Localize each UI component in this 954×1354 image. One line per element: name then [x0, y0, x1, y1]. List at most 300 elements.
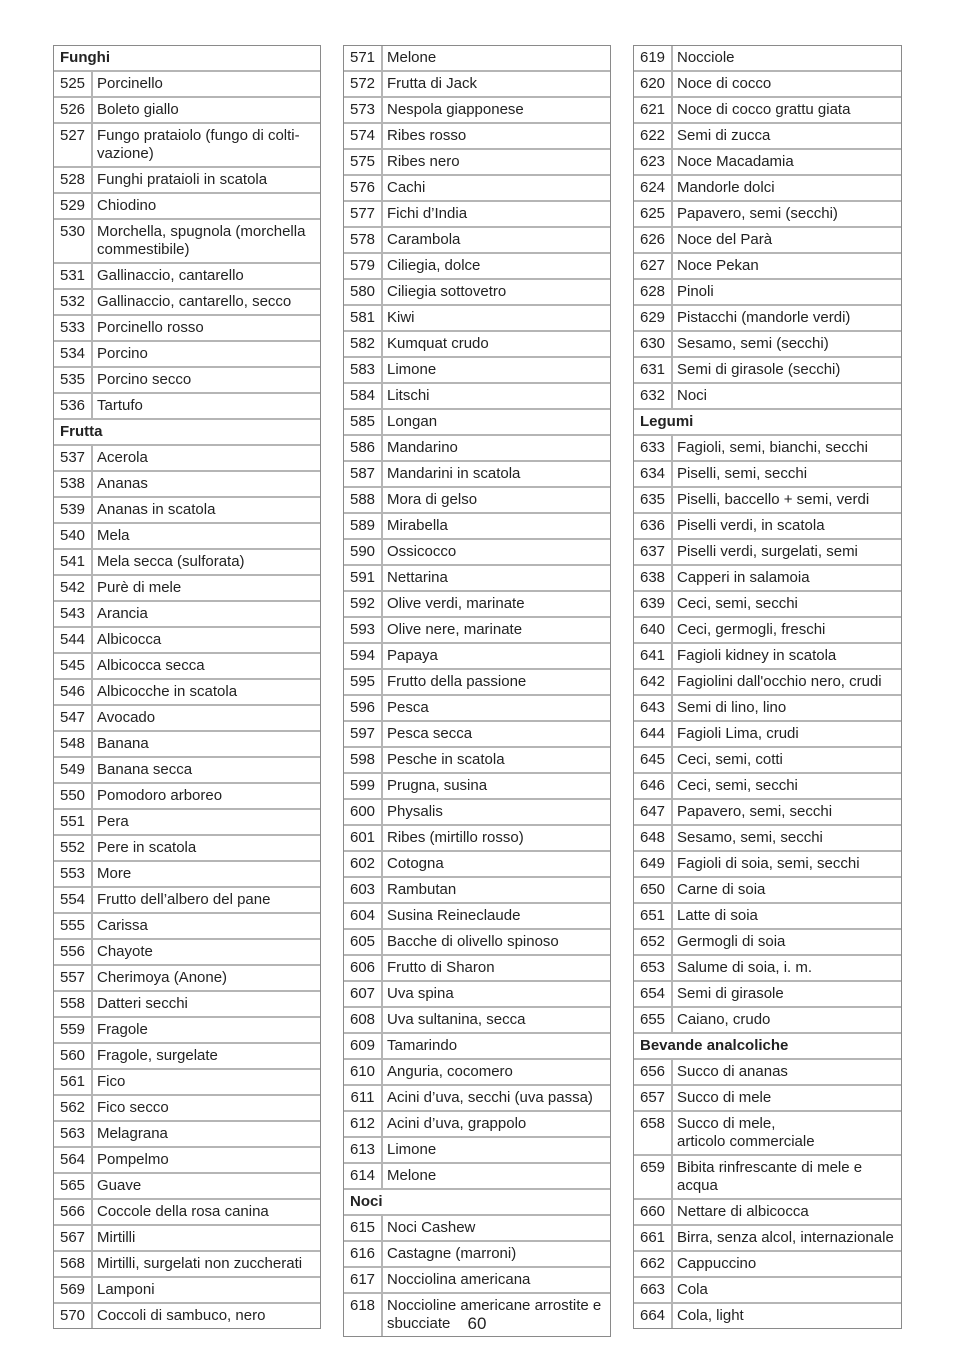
table-row — [54, 1069, 320, 1095]
food-name: Succo di mele, articolo commerciale — [672, 1111, 901, 1155]
table-row — [344, 1241, 610, 1267]
food-code: 557 — [54, 965, 92, 991]
food-name: Cotogna — [382, 851, 610, 877]
food-code: 639 — [634, 591, 672, 617]
food-code: 543 — [54, 601, 92, 627]
table-row — [54, 783, 320, 809]
food-table — [344, 46, 610, 1336]
food-name: Avocado — [92, 705, 320, 731]
table-row — [344, 721, 610, 747]
category-header: Legumi — [634, 409, 901, 435]
table-row — [344, 1007, 610, 1033]
table-row — [344, 929, 610, 955]
food-name: Semi di lino, lino — [672, 695, 901, 721]
table-row — [344, 825, 610, 851]
table-row — [344, 71, 610, 97]
table-row — [54, 289, 320, 315]
table-row — [344, 617, 610, 643]
table-row — [344, 591, 610, 617]
food-code: 615 — [344, 1215, 382, 1241]
food-name: Ribes rosso — [382, 123, 610, 149]
food-name: Succo di ananas — [672, 1059, 901, 1085]
food-name: Uva sultanina, secca — [382, 1007, 610, 1033]
food-name: Birra, senza alcol, internazionale — [672, 1225, 901, 1251]
food-code: 551 — [54, 809, 92, 835]
food-name: Gallinaccio, cantarello — [92, 263, 320, 289]
food-code: 619 — [634, 46, 672, 71]
food-code: 564 — [54, 1147, 92, 1173]
table-row — [344, 1267, 610, 1293]
table-row — [634, 747, 901, 773]
food-code: 563 — [54, 1121, 92, 1147]
table-row — [344, 877, 610, 903]
food-code: 554 — [54, 887, 92, 913]
food-code: 614 — [344, 1163, 382, 1189]
food-name: Ribes nero — [382, 149, 610, 175]
food-code: 558 — [54, 991, 92, 1017]
food-name: Pesca secca — [382, 721, 610, 747]
food-code: 529 — [54, 193, 92, 219]
food-code: 638 — [634, 565, 672, 591]
food-code: 538 — [54, 471, 92, 497]
table-row — [54, 835, 320, 861]
food-code: 531 — [54, 263, 92, 289]
food-code: 537 — [54, 445, 92, 471]
food-code: 587 — [344, 461, 382, 487]
table-row — [344, 1059, 610, 1085]
food-name: Longan — [382, 409, 610, 435]
food-name: Datteri secchi — [92, 991, 320, 1017]
food-name: Olive verdi, marinate — [382, 591, 610, 617]
table-row — [344, 331, 610, 357]
food-code: 585 — [344, 409, 382, 435]
food-name: Piselli verdi, surgelati, semi — [672, 539, 901, 565]
food-code: 663 — [634, 1277, 672, 1303]
food-name: Fragole, surgelate — [92, 1043, 320, 1069]
food-code: 569 — [54, 1277, 92, 1303]
table-row — [344, 149, 610, 175]
food-name: Mandorle dolci — [672, 175, 901, 201]
food-name: Carambola — [382, 227, 610, 253]
food-name: Caiano, crudo — [672, 1007, 901, 1033]
table-row — [344, 1137, 610, 1163]
food-name: Sesamo, semi, secchi — [672, 825, 901, 851]
food-name: Chayote — [92, 939, 320, 965]
food-code: 655 — [634, 1007, 672, 1033]
food-name: Ribes (mirtillo rosso) — [382, 825, 610, 851]
food-code: 553 — [54, 861, 92, 887]
food-name: Boleto giallo — [92, 97, 320, 123]
table-row — [634, 123, 901, 149]
food-name: Uva spina — [382, 981, 610, 1007]
food-code: 560 — [54, 1043, 92, 1069]
food-code: 629 — [634, 305, 672, 331]
food-code: 646 — [634, 773, 672, 799]
food-name: Germogli di soia — [672, 929, 901, 955]
food-name: Albicocca — [92, 627, 320, 653]
food-name: Melone — [382, 1163, 610, 1189]
food-name: Nespola giapponese — [382, 97, 610, 123]
category-header: Bevande analcoliche — [634, 1033, 901, 1059]
food-name: Latte di soia — [672, 903, 901, 929]
food-code: 547 — [54, 705, 92, 731]
food-code: 592 — [344, 591, 382, 617]
table-row — [634, 799, 901, 825]
table-row — [634, 773, 901, 799]
food-code: 589 — [344, 513, 382, 539]
category-header-row — [634, 409, 901, 435]
table-row — [634, 513, 901, 539]
food-name: Ciliegia, dolce — [382, 253, 610, 279]
food-name: Fico — [92, 1069, 320, 1095]
table-row — [54, 1043, 320, 1069]
table-row — [54, 523, 320, 549]
food-code: 645 — [634, 747, 672, 773]
food-name: Noce di cocco grattu giata — [672, 97, 901, 123]
food-name: Noci — [672, 383, 901, 409]
table-row — [54, 393, 320, 419]
food-name: Mora di gelso — [382, 487, 610, 513]
table-row — [54, 341, 320, 367]
food-table — [634, 46, 901, 1328]
food-code: 561 — [54, 1069, 92, 1095]
food-code: 631 — [634, 357, 672, 383]
table-row — [344, 253, 610, 279]
food-name: Bacche di olivello spinoso — [382, 929, 610, 955]
food-name: Guave — [92, 1173, 320, 1199]
food-code: 548 — [54, 731, 92, 757]
food-code: 526 — [54, 97, 92, 123]
food-name: Frutto di Sharon — [382, 955, 610, 981]
category-header-row — [344, 1189, 610, 1215]
food-name: Carissa — [92, 913, 320, 939]
food-name: Albicocca secca — [92, 653, 320, 679]
table-row — [54, 1095, 320, 1121]
food-code: 579 — [344, 253, 382, 279]
food-name: Mirabella — [382, 513, 610, 539]
table-row — [54, 315, 320, 341]
food-name: Tamarindo — [382, 1033, 610, 1059]
category-header: Frutta — [54, 419, 320, 445]
food-code: 601 — [344, 825, 382, 851]
food-name: Fichi d’India — [382, 201, 610, 227]
food-name: Fungo prataiolo (fungo di colti- vazione) — [92, 123, 320, 167]
food-code: 573 — [344, 97, 382, 123]
food-name: Semi di girasole (secchi) — [672, 357, 901, 383]
table-row — [54, 887, 320, 913]
food-code: 623 — [634, 149, 672, 175]
food-name: Papavero, semi (secchi) — [672, 201, 901, 227]
food-code: 583 — [344, 357, 382, 383]
food-name: Chiodino — [92, 193, 320, 219]
table-row — [344, 851, 610, 877]
table-row — [344, 565, 610, 591]
table-row — [634, 97, 901, 123]
food-code: 552 — [54, 835, 92, 861]
food-name: Pistacchi (mandorle verdi) — [672, 305, 901, 331]
food-code: 661 — [634, 1225, 672, 1251]
food-code: 640 — [634, 617, 672, 643]
food-name: Cherimoya (Anone) — [92, 965, 320, 991]
food-name: Kiwi — [382, 305, 610, 331]
table-row — [54, 679, 320, 705]
food-name: Ananas in scatola — [92, 497, 320, 523]
food-code: 527 — [54, 123, 92, 167]
food-name: Succo di mele — [672, 1085, 901, 1111]
food-code: 636 — [634, 513, 672, 539]
table-row — [634, 1155, 901, 1199]
table-row — [634, 71, 901, 97]
category-header-row — [54, 46, 320, 71]
food-name: Fagioli Lima, crudi — [672, 721, 901, 747]
food-code: 568 — [54, 1251, 92, 1277]
food-code: 647 — [634, 799, 672, 825]
food-code: 635 — [634, 487, 672, 513]
food-name: Ceci, semi, cotti — [672, 747, 901, 773]
table-row — [344, 201, 610, 227]
food-code: 664 — [634, 1303, 672, 1328]
table-row — [344, 383, 610, 409]
food-code: 650 — [634, 877, 672, 903]
food-code: 586 — [344, 435, 382, 461]
food-code: 590 — [344, 539, 382, 565]
food-name: Capperi in salamoia — [672, 565, 901, 591]
food-name: Fagioli kidney in scatola — [672, 643, 901, 669]
table-row — [634, 175, 901, 201]
food-code: 610 — [344, 1059, 382, 1085]
food-name: Coccoli di sambuco, nero — [97, 1307, 266, 1324]
food-code: 627 — [634, 253, 672, 279]
food-name: Susina Reineclaude — [382, 903, 610, 929]
food-code: 625 — [634, 201, 672, 227]
food-code: 632 — [634, 383, 672, 409]
food-code: 603 — [344, 877, 382, 903]
table-row — [344, 1215, 610, 1241]
table-row — [54, 497, 320, 523]
food-code: 533 — [54, 315, 92, 341]
table-row — [634, 279, 901, 305]
food-name: Semi di girasole — [672, 981, 901, 1007]
food-name: Noci Cashew — [382, 1215, 610, 1241]
food-code: 566 — [54, 1199, 92, 1225]
food-code: 597 — [344, 721, 382, 747]
food-name: Physalis — [382, 799, 610, 825]
table-row — [634, 903, 901, 929]
food-code: 540 — [54, 523, 92, 549]
food-name: Fagioli, semi, bianchi, secchi — [672, 435, 901, 461]
food-name: Fico secco — [92, 1095, 320, 1121]
table-row — [344, 357, 610, 383]
table-row — [634, 227, 901, 253]
food-name: Banana — [92, 731, 320, 757]
table-row — [344, 175, 610, 201]
table-row — [54, 731, 320, 757]
food-list-column-2 — [343, 45, 611, 1337]
food-code: 559 — [54, 1017, 92, 1043]
table-row — [634, 305, 901, 331]
food-code: 609 — [344, 1033, 382, 1059]
food-code: 653 — [634, 955, 672, 981]
food-code: 576 — [344, 175, 382, 201]
food-code: 649 — [634, 851, 672, 877]
table-row — [54, 1121, 320, 1147]
food-code: 607 — [344, 981, 382, 1007]
food-name: Acini d’uva, grappolo — [382, 1111, 610, 1137]
food-code: 618 — [344, 1293, 382, 1336]
food-code: 622 — [634, 123, 672, 149]
food-code: 626 — [634, 227, 672, 253]
table-row — [54, 367, 320, 393]
food-name: Papaya — [382, 643, 610, 669]
table-row — [344, 903, 610, 929]
food-name: Purè di mele — [92, 575, 320, 601]
food-name: Cappuccino — [672, 1251, 901, 1277]
table-row — [54, 167, 320, 193]
food-code: 643 — [634, 695, 672, 721]
food-name: Mandarini in scatola — [382, 461, 610, 487]
food-name: Papavero, semi, secchi — [672, 799, 901, 825]
food-code: 620 — [634, 71, 672, 97]
table-row — [54, 575, 320, 601]
table-row — [54, 445, 320, 471]
food-name: Noce Pekan — [672, 253, 901, 279]
table-row — [54, 1017, 320, 1043]
food-name: Litschi — [382, 383, 610, 409]
table-row — [634, 695, 901, 721]
table-row — [634, 643, 901, 669]
table-row — [634, 565, 901, 591]
table-row — [634, 435, 901, 461]
food-code: 642 — [634, 669, 672, 695]
table-row — [344, 747, 610, 773]
food-code: 595 — [344, 669, 382, 695]
table-row — [634, 357, 901, 383]
table-row — [634, 591, 901, 617]
food-code: 621 — [634, 97, 672, 123]
table-row — [634, 149, 901, 175]
food-name: Bibita rinfrescante di mele e acqua — [672, 1155, 901, 1199]
table-row — [344, 227, 610, 253]
food-name: Castagne (marroni) — [382, 1241, 610, 1267]
food-code: 541 — [54, 549, 92, 575]
food-name: Prugna, susina — [382, 773, 610, 799]
food-code: 637 — [634, 539, 672, 565]
food-name: Arancia — [92, 601, 320, 627]
food-code: 648 — [634, 825, 672, 851]
table-row — [634, 721, 901, 747]
food-name: Piselli, baccello + semi, verdi — [672, 487, 901, 513]
food-code: 580 — [344, 279, 382, 305]
food-code: 574 — [344, 123, 382, 149]
food-name: Pinoli — [672, 279, 901, 305]
food-code: 525 — [54, 71, 92, 97]
table-row — [54, 1251, 320, 1277]
category-header: Funghi — [54, 46, 320, 71]
food-name: Piselli verdi, in scatola — [672, 513, 901, 539]
table-row — [344, 669, 610, 695]
food-name: Pomodoro arboreo — [92, 783, 320, 809]
food-name: Cola — [672, 1277, 901, 1303]
table-row — [344, 279, 610, 305]
food-code: 600 — [344, 799, 382, 825]
food-name: Semi di zucca — [672, 123, 901, 149]
table-row — [344, 1163, 610, 1189]
food-name: Noce Macadamia — [672, 149, 901, 175]
food-name: Pera — [92, 809, 320, 835]
table-row — [344, 123, 610, 149]
food-name: Frutto dell’albero del pane — [92, 887, 320, 913]
table-row — [54, 601, 320, 627]
food-code: 555 — [54, 913, 92, 939]
table-row — [54, 193, 320, 219]
food-name: Ceci, germogli, freschi — [672, 617, 901, 643]
food-name: Lamponi — [92, 1277, 320, 1303]
food-name: Noce di cocco — [672, 71, 901, 97]
food-name: Mela — [92, 523, 320, 549]
food-name: Gallinaccio, cantarello, secco — [92, 289, 320, 315]
food-name: Anguria, cocomero — [382, 1059, 610, 1085]
category-header: Noci — [344, 1189, 610, 1215]
food-name: Nettare di albicocca — [672, 1199, 901, 1225]
food-name: Ossicocco — [382, 539, 610, 565]
food-code: 556 — [54, 939, 92, 965]
food-code: 630 — [634, 331, 672, 357]
table-row — [344, 1033, 610, 1059]
table-row — [634, 981, 901, 1007]
food-name: Frutto della passione — [382, 669, 610, 695]
table-row — [54, 965, 320, 991]
food-name: Ceci, semi, secchi — [672, 773, 901, 799]
food-name: Nettarina — [382, 565, 610, 591]
food-code: 577 — [344, 201, 382, 227]
food-name: Mirtilli — [92, 1225, 320, 1251]
food-code: 662 — [634, 1251, 672, 1277]
food-code: 606 — [344, 955, 382, 981]
table-row — [634, 253, 901, 279]
food-code: 544 — [54, 627, 92, 653]
food-name: Nocciolina americana — [382, 1267, 610, 1293]
table-row — [54, 913, 320, 939]
table-row — [54, 653, 320, 679]
food-code: 608 — [344, 1007, 382, 1033]
food-code: 605 — [344, 929, 382, 955]
food-code: 550 — [54, 783, 92, 809]
table-row — [344, 773, 610, 799]
food-name: Coccole della rosa canina — [92, 1199, 320, 1225]
food-list-column-1 — [53, 45, 321, 1329]
table-row — [344, 1085, 610, 1111]
food-code: 536 — [54, 393, 92, 419]
table-row — [634, 539, 901, 565]
table-row — [54, 263, 320, 289]
food-code: 582 — [344, 331, 382, 357]
table-row — [634, 487, 901, 513]
food-name: Porcinello — [92, 71, 320, 97]
food-code: 588 — [344, 487, 382, 513]
table-row — [54, 1277, 320, 1303]
table-row — [344, 97, 610, 123]
table-row — [344, 46, 610, 71]
table-row — [54, 991, 320, 1017]
food-name: Ciliegia sottovetro — [382, 279, 610, 305]
table-row — [344, 539, 610, 565]
table-row — [344, 955, 610, 981]
table-row — [634, 929, 901, 955]
food-name: Mela secca (sulforata) — [92, 549, 320, 575]
food-code: 660 — [634, 1199, 672, 1225]
food-code: 616 — [344, 1241, 382, 1267]
food-name: Noce del Parà — [672, 227, 901, 253]
